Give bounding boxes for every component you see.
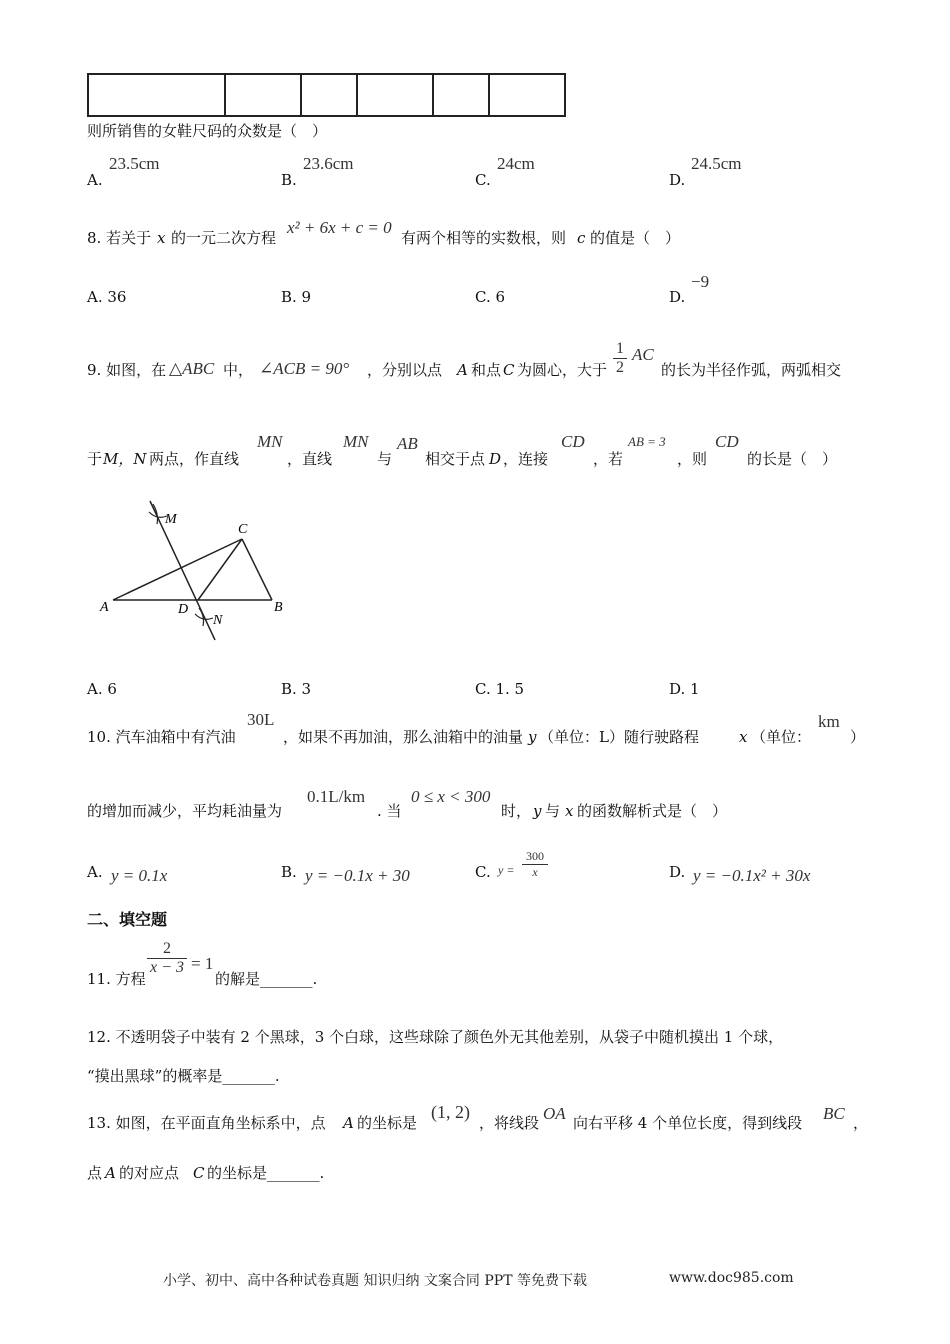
- table-cell: [433, 74, 489, 116]
- q9-CD-2: CD: [715, 432, 739, 451]
- label-A: A: [100, 600, 109, 615]
- q9-l1-b: 中，: [223, 361, 254, 379]
- q9-AB: AB: [397, 434, 418, 453]
- q13-BC: BC: [823, 1104, 845, 1123]
- q8-c: c: [577, 229, 586, 247]
- q12-line2: “摸出黑球”的概率是_______.: [87, 1067, 280, 1085]
- q9-MN-2: MN: [343, 432, 369, 451]
- table-cell: [357, 74, 433, 116]
- q10-y: y: [528, 728, 537, 746]
- q10-fuel: 30L: [247, 710, 275, 729]
- q10-l2-b: . 当: [377, 802, 402, 820]
- q9-l2-f: ，连接: [503, 450, 549, 468]
- q9-AC: AC: [632, 345, 654, 364]
- q9-l2-d: 与: [377, 450, 393, 468]
- q9-l1-a: 9. 如图，在: [87, 361, 167, 379]
- section-title: 二、填空题: [87, 910, 168, 929]
- q10-option-c-lhs: y =: [498, 863, 515, 877]
- footer-url[interactable]: www.doc985.com: [669, 1270, 794, 1286]
- q11-prefix: 11. 方程: [87, 970, 146, 988]
- question-13-line2: [87, 1164, 887, 1186]
- label-M: M: [165, 512, 177, 527]
- q11-num: 2: [163, 940, 171, 957]
- q9-half-fraction: [613, 340, 627, 377]
- q11-rhs: = 1: [191, 954, 214, 973]
- q9-l2-h: ，则: [677, 450, 708, 468]
- q10-l2-d: 与: [545, 802, 561, 820]
- q13-l1-c: ，将线段: [479, 1114, 540, 1132]
- q9-frac-num: 1: [616, 340, 624, 357]
- q7-option-d-value: 24.5cm: [691, 154, 742, 173]
- table-cell: [489, 74, 565, 116]
- q9-AB-equals-3: AB = 3: [628, 434, 666, 449]
- q9-MN-1: MN: [257, 432, 283, 451]
- q7-option-d-label: D.: [669, 171, 686, 189]
- q7-option-a-value: 23.5cm: [109, 154, 160, 173]
- q10-option-a-value: y = 0.1x: [111, 866, 168, 885]
- q10-l1-b: ，如果不再加油，那么油箱中的油量: [283, 728, 524, 746]
- q13-coord: (1, 2): [431, 1102, 470, 1122]
- q10-x2: x: [565, 802, 574, 820]
- q10-c-den: x: [532, 865, 538, 879]
- q13-l2-a: 点: [87, 1164, 103, 1182]
- label-C: C: [238, 522, 248, 537]
- q13-A: A: [343, 1114, 354, 1132]
- question-8: [87, 215, 887, 247]
- q10-rate: 0.1L/km: [307, 787, 366, 806]
- question-9-line2: [87, 430, 887, 470]
- q9-l2-i: 的长是（ ）: [747, 450, 838, 468]
- q9-CD-1: CD: [561, 432, 585, 451]
- q9-angle: ∠ACB = 90°: [259, 359, 350, 378]
- label-D: D: [178, 602, 189, 617]
- q9-option-d: D. 1: [669, 680, 700, 698]
- question-13-line1: [87, 1097, 887, 1133]
- q10-l2-e: 的函数解析式是（ ）: [577, 802, 728, 820]
- q7-option-a-label: A.: [87, 171, 103, 189]
- question-9-line1: [87, 340, 887, 384]
- q10-l1-d: （单位：: [751, 728, 812, 746]
- q9-C: C: [503, 361, 515, 379]
- q10-option-d-label: D.: [669, 863, 686, 881]
- q9-MN-points: M，N: [103, 450, 147, 468]
- table-row: [88, 74, 565, 116]
- segment-CD: [198, 539, 242, 600]
- q11-suffix: 的解是_______.: [215, 970, 318, 988]
- question-10-line1: [87, 710, 887, 750]
- q9-triangle: △ABC: [169, 359, 215, 378]
- shoe-size-table: [87, 73, 566, 117]
- q8-mid: 的一元二次方程: [171, 229, 277, 247]
- q7-stem: 则所销售的女鞋尺码的众数是（ ）: [87, 122, 328, 140]
- q10-range: 0 ≤ x < 300: [411, 787, 491, 806]
- q8-num: 8. 若关于: [87, 229, 152, 247]
- q10-l1-a: 10. 汽车油箱中有汽油: [87, 728, 236, 746]
- q8-options: [87, 272, 887, 306]
- q8-x: x: [157, 229, 166, 247]
- q7-option-b-value: 23.6cm: [303, 154, 354, 173]
- q8-option-a: A. 36: [87, 288, 127, 306]
- q7-option-c-value: 24cm: [497, 154, 535, 173]
- q9-geometry-figure: [95, 498, 300, 648]
- label-B: B: [274, 600, 283, 615]
- q9-frac-den: 2: [616, 359, 624, 376]
- q10-l2-a: 的增加而减少，平均耗油量为: [87, 802, 283, 820]
- q9-l2-a: 于: [87, 450, 103, 468]
- q10-x: x: [739, 728, 748, 746]
- q13-l1-e: ，: [853, 1114, 869, 1132]
- q13-C: C: [193, 1164, 205, 1182]
- q11-den: x − 3: [150, 959, 184, 976]
- q9-options: [87, 678, 887, 700]
- q8-equation: x² + 6x + c = 0: [287, 218, 392, 237]
- question-11: [87, 940, 887, 990]
- q10-l1-e: ）: [850, 728, 866, 746]
- q13-l1-a: 13. 如图，在平面直角坐标系中，点: [87, 1114, 326, 1132]
- arc-mark-m-2: [153, 504, 158, 524]
- q8-option-d-value: −9: [691, 272, 710, 291]
- table-cell: [225, 74, 301, 116]
- q9-D: D: [489, 450, 502, 468]
- q10-l1-c: （单位：L）随行驶路程: [539, 728, 699, 746]
- q13-OA: OA: [543, 1104, 566, 1123]
- q7-option-b-label: B.: [281, 171, 297, 189]
- q13-l2-b: 的对应点: [119, 1164, 180, 1182]
- q10-c-num: 300: [526, 849, 544, 863]
- q8-tail2: 的值是（ ）: [590, 229, 681, 247]
- segment-CB: [242, 539, 272, 600]
- q10-l2-c: 时，: [501, 802, 532, 820]
- q9-option-c: C. 1. 5: [475, 680, 525, 698]
- q10-y2: y: [533, 802, 542, 820]
- q10-option-c-label: C.: [475, 863, 491, 881]
- q7-options: [87, 152, 887, 192]
- q9-l1-d: 和点: [471, 361, 502, 379]
- table-cell: [301, 74, 357, 116]
- q10-option-b-label: B.: [281, 863, 297, 881]
- q9-l1-e: 为圆心，大于: [517, 361, 608, 379]
- q10-option-d-value: y = −0.1x² + 30x: [693, 866, 811, 885]
- q13-l1-d: 向右平移 4 个单位长度，得到线段: [573, 1114, 803, 1132]
- q10-option-a-label: A.: [87, 863, 103, 881]
- q8-option-d-label: D.: [669, 288, 686, 306]
- q9-l1-f: 的长为半径作弧，两弧相交: [661, 361, 842, 379]
- q10-km: km: [818, 712, 840, 731]
- q13-A2: A: [105, 1164, 116, 1182]
- q8-option-c: C. 6: [475, 288, 506, 306]
- table-cell: [88, 74, 225, 116]
- q10-option-b-value: y = −0.1x + 30: [305, 866, 410, 885]
- q13-l1-b: 的坐标是: [357, 1114, 418, 1132]
- q9-option-b: B. 3: [281, 680, 312, 698]
- q8-tail1: 有两个相等的实数根，则: [401, 229, 567, 247]
- q9-l2-g: ，若: [593, 450, 624, 468]
- q9-A: A: [457, 361, 468, 379]
- label-N: N: [213, 613, 223, 628]
- q13-l2-c: 的坐标是_______.: [207, 1164, 325, 1182]
- q11-fraction: [147, 940, 187, 977]
- q10-options: [87, 846, 887, 892]
- segment-AC: [113, 539, 242, 600]
- footer-text: 小学、初中、高中各种试卷真题 知识归纳 文案合同 PPT 等免费下载: [163, 1273, 587, 1289]
- q9-l1-c: ，分别以点: [367, 361, 443, 379]
- q9-l2-e: 相交于点: [425, 450, 486, 468]
- q9-l2-b: 两点，作直线: [149, 450, 240, 468]
- q9-l2-c: ，直线: [287, 450, 333, 468]
- q9-option-a: A. 6: [87, 680, 117, 698]
- q12-line1: 12. 不透明袋子中装有 2 个黑球，3 个白球，这些球除了颜色外无其他差别，从袋子中随机摸出 1 个球，: [87, 1028, 784, 1046]
- q7-option-c-label: C.: [475, 171, 491, 189]
- q8-option-b: B. 9: [281, 288, 312, 306]
- question-10-line2: [87, 785, 887, 825]
- q10-option-c-fraction: [522, 849, 548, 880]
